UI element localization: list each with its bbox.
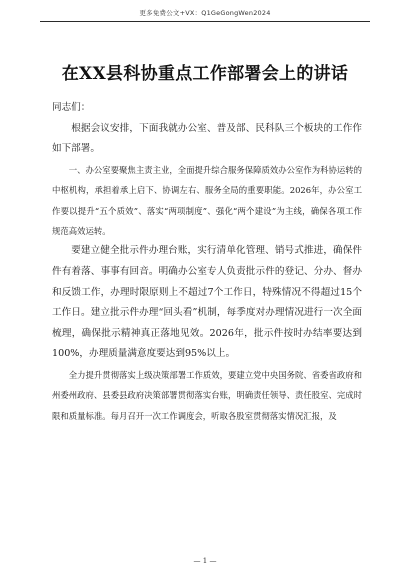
document-body bbox=[52, 98, 362, 426]
header-divider bbox=[40, 21, 370, 22]
body-paragraph: 要建立健全批示件办理台账，实行清单化管理、销号式推进，确保件件有着落、事事有回音。明确办公室专人负责批示件的登记、分办、督办和反馈工作，办理时限原则上不超过7个工作日，特殊情况不得超过15个工作日。建立批示件办理“回头看”机制，每季度对办理情况进行一次全面梳理，确保批示精神真正落地见效。2026年，批示件按时办结率要达到100%，办理质量满意度要达到95%以上。 bbox=[52, 245, 362, 360]
salutation: 同志们： bbox=[52, 102, 91, 113]
body-paragraph: 根据会议安排，下面我就办公室、普及部、民科队三个板块的工作作如下部署。 bbox=[52, 122, 362, 155]
page-number: — 1 — bbox=[193, 557, 217, 565]
page-header-text: 更多免费公文+VX：Q1GeGongWen2024 bbox=[139, 9, 271, 17]
document-title: 在XX县科协重点工作部署会上的讲话 bbox=[61, 64, 349, 84]
body-paragraph: 全力提升贯彻落实上级决策部署工作质效，要建立党中央国务院、省委省政府和州委州政府、县委县政府决策部署贯彻落实台账，明确责任领导、责任股室、完成时限和质量标准。每月召开一次工作调度会，听取各股室贯彻落实情况汇报，及 bbox=[52, 369, 362, 421]
body-paragraph: 一、办公室要聚焦主责主业，全面提升综合服务保障质效办公室作为科协运转的中枢机构，承担着承上启下、协调左右、服务全局的重要职能。2026年，办公室工作要以提升“五个质效”、落实“两项制度”、强化“两个建设”为主线，确保各项工作规范高效运转。 bbox=[52, 164, 362, 236]
